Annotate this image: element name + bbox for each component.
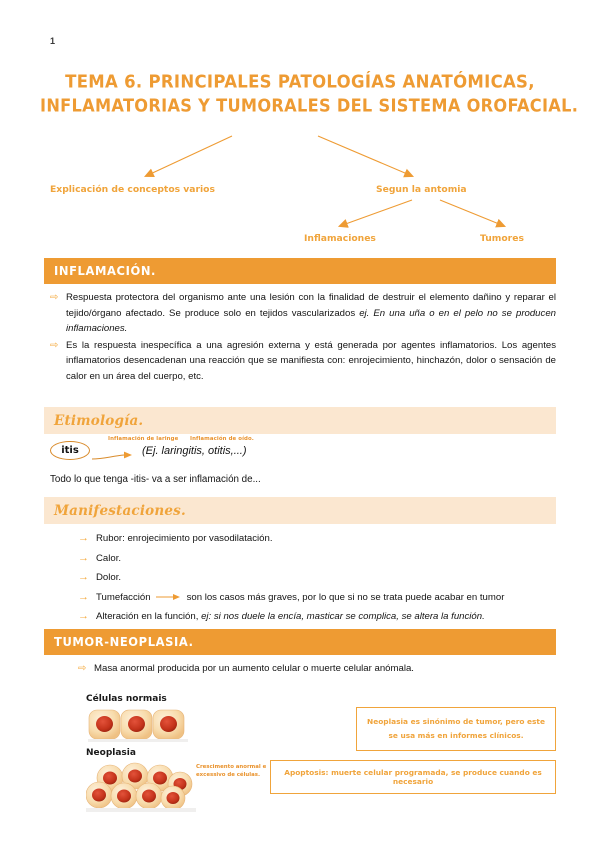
inline-arrow-icon: [156, 593, 182, 601]
list-item: [50, 290, 556, 337]
page-title: [40, 68, 579, 118]
list-item: [78, 549, 556, 569]
micro-note-laringe: Inflamación de laringe: [108, 436, 179, 442]
list-item: [78, 661, 556, 677]
inflamacion-bullet-list: [50, 290, 556, 385]
page-title-line-1: TEMA 6. PRINCIPALES PATOLOGÍAS ANATÓMICAS,: [65, 71, 535, 92]
list-item: [78, 588, 556, 608]
arrow-anatomia-to-tumores: [440, 200, 504, 226]
section-header-tumor-label: TUMOR-NEOPLASIA.: [54, 634, 194, 650]
thin-arrow-bullet-icon: →: [78, 551, 89, 564]
thin-arrow-bullet-icon: →: [78, 571, 89, 584]
section-header-manifestaciones-label: Manifestaciones.: [54, 502, 186, 519]
page-title-line-2: INFLAMATORIAS Y TUMORALES DEL SISTEMA OROFACIAL.: [40, 95, 579, 116]
list-item: [50, 338, 556, 385]
inflamacion-bullet-1-plain: Respuesta protectora del organismo ante una lesión con la finalidad de destruir el elemento dañino y reparar el tejido/órgano afectado. Se produce solo en tejidos vascularizados: [66, 292, 556, 319]
thin-arrow-bullet-icon: →: [78, 590, 89, 603]
manifestacion-3-text: Dolor.: [96, 572, 122, 584]
tumor-bullet-1-text: Masa anormal producida por un aumento celular o muerte celular anómala.: [94, 663, 414, 674]
arrow-title-to-conceptos: [146, 136, 232, 176]
micro-note-oido: Inflamación de oído.: [190, 436, 254, 442]
arrow-anatomia-to-inflamaciones: [340, 200, 412, 226]
tumor-bullet-list: [78, 661, 556, 678]
itis-token-oval: itis: [50, 441, 90, 460]
inflamacion-bullet-1-text: [66, 290, 556, 337]
normal-cells-illustration: [88, 708, 188, 742]
manifestacion-4-text: [96, 589, 556, 606]
section-header-inflamacion-label: INFLAMACIÓN.: [54, 263, 157, 279]
section-header-inflamacion: [44, 258, 556, 284]
itis-pointer-arrow-icon: [90, 449, 142, 461]
thin-arrow-bullet-icon: →: [78, 532, 89, 544]
manifestacion-1-text: Rubor: enrojecimiento por vasodilatación.: [96, 533, 273, 544]
manifestacion-2-text: Calor.: [96, 552, 122, 564]
diagram-node-anatomia: Segun la antomia: [376, 184, 467, 195]
list-item: [78, 529, 556, 549]
inflamacion-bullet-1-italic: ej. En una uña o en el pelo no se producen inflamaciones.: [66, 307, 556, 335]
thin-arrow-bullet-icon: →: [78, 610, 89, 623]
diagram-node-tumores: Tumores: [480, 233, 524, 244]
itis-example-text: (Ej. laringitis, otitis,...): [142, 445, 247, 457]
manifestacion-4-detail: son los casos más graves, por lo que si no se trata puede acabar en tumor: [186, 591, 505, 603]
page-number: 1: [50, 36, 56, 46]
section-header-manifestaciones: [44, 497, 556, 524]
etimologia-footer-text: Todo lo que tenga -itis- va a ser inflamación de...: [50, 474, 261, 485]
diagram-node-conceptos: Explicación de conceptos varios: [50, 184, 215, 195]
diagram-node-inflamaciones: Inflamaciones: [304, 233, 376, 244]
figure-caption-neoplasia: Neoplasia: [86, 748, 136, 758]
list-item: [78, 607, 556, 627]
list-item: [78, 568, 556, 588]
concept-diagram: [0, 128, 600, 256]
arrow-bullet-icon: ⇨: [78, 663, 87, 674]
figure-caption-celulas-normais: Células normais: [86, 694, 167, 704]
arrow-title-to-anatomia: [318, 136, 412, 176]
callout-neoplasia-note: Neoplasia es sinónimo de tumor, pero este se usa más en informes clínicos.: [356, 707, 556, 751]
callout-apoptosis-note: Apoptosis: muerte celular programada, se produce cuando es necesario: [270, 760, 556, 794]
manifestacion-5-text: [96, 608, 556, 625]
manifestacion-4-label: Tumefacción: [96, 591, 151, 603]
section-header-etimologia: [44, 407, 556, 434]
etimologia-content: [50, 436, 556, 466]
section-header-etimologia-label: Etimología.: [54, 412, 144, 429]
itis-annotation-group: [50, 436, 556, 466]
manifestacion-5-italic: ej: si nos duele la encía, masticar se complica, se altera la función.: [201, 611, 485, 623]
cell-diagram-figure: [86, 694, 286, 814]
manifestaciones-list: [78, 529, 556, 627]
arrow-bullet-icon: ⇨: [50, 339, 59, 351]
arrow-bullet-icon: ⇨: [50, 292, 59, 303]
manifestacion-5-label: Alteración en la función,: [96, 611, 202, 623]
inflamacion-bullet-2-text: Es la respuesta inespecífica a una agresión externa y está generada por agentes inflamatorios. Los agentes inflamatorios desencadenan una reacción que se manifiesta con: enrojecimiento, hinchazón, dolor o sensación de calor en un área del cuerpo, etc.: [66, 339, 556, 382]
neoplasia-cells-illustration: [86, 762, 196, 814]
figure-growth-note: Crescimento anormal e excessivo de células.: [196, 764, 267, 779]
section-header-tumor-neoplasia: [44, 629, 556, 655]
